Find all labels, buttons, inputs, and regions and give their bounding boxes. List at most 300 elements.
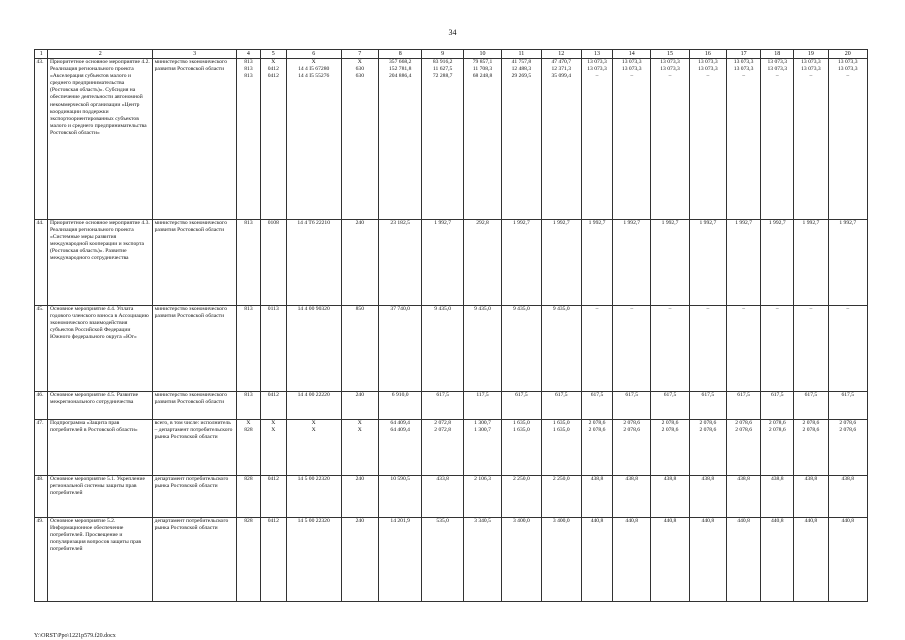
row-number: 43. (35, 59, 48, 220)
value-cell (613, 59, 651, 220)
row-number: 49. (35, 518, 48, 602)
value-cell (581, 306, 612, 392)
cell-value: X (311, 59, 316, 65)
value-cell (502, 59, 541, 220)
cell-value: – (775, 73, 779, 80)
cell-value: 2 078,6 (768, 420, 786, 426)
cell-value: 14 5 00 22320 (297, 518, 330, 524)
cell-value: 0412 (267, 66, 279, 73)
column-header: 15 (651, 50, 689, 59)
value-cell (761, 306, 794, 392)
cell-value: 1 992,7 (802, 220, 820, 226)
cell-value: 3 400,0 (512, 518, 530, 524)
value-cell (541, 420, 581, 476)
cell-value: 14 4 I5 67280 (298, 66, 330, 73)
value-cell (727, 392, 761, 420)
value-cell (237, 518, 261, 602)
value-cell (581, 476, 612, 518)
value-cell (422, 392, 463, 420)
value-cell (260, 420, 286, 476)
cell-value: 617,5 (554, 392, 568, 398)
cell-value: 14 4 00 90320 (297, 306, 330, 312)
value-cell (378, 420, 422, 476)
cell-value: 535,0 (436, 518, 449, 524)
value-cell (727, 518, 761, 602)
value-cell (761, 59, 794, 220)
value-cell (828, 476, 867, 518)
cell-value: 13 073,3 (621, 59, 642, 65)
value-cell (502, 392, 541, 420)
column-header: 20 (828, 50, 867, 59)
value-cell (581, 220, 612, 306)
cell-value: 13 073,3 (767, 66, 788, 73)
cell-value: 2 078,6 (839, 427, 857, 434)
value-cell (378, 306, 422, 392)
cell-value: 12 488,3 (511, 66, 532, 73)
cell-value: 2 078,6 (623, 427, 641, 434)
value-cell (237, 306, 261, 392)
cell-value: 13 073,3 (801, 59, 821, 65)
value-cell (422, 59, 463, 220)
cell-value: 813 (244, 220, 253, 226)
responsible-executor: министерство экономического развития Ростовской области (153, 306, 237, 392)
value-cell (463, 476, 501, 518)
cell-value: 440,8 (590, 518, 604, 524)
cell-value: 2 078,6 (623, 420, 641, 426)
responsible-executor: министерство экономического развития Ростовской области (153, 392, 237, 420)
cell-value: 438,8 (737, 476, 750, 482)
value-cell (651, 420, 689, 476)
value-cell (651, 392, 689, 420)
cell-value: 617,5 (436, 392, 449, 398)
table-row (35, 420, 868, 476)
cell-value: 2 078,6 (802, 427, 820, 434)
value-cell (502, 518, 541, 602)
cell-value: 1 992,7 (735, 220, 752, 226)
cell-value: 438,8 (770, 476, 784, 482)
value-cell (613, 306, 651, 392)
cell-value: 3 400,0 (552, 518, 570, 524)
cell-value: 438,8 (701, 476, 715, 482)
cell-value: X (357, 59, 362, 65)
cell-value: 813 (244, 59, 253, 65)
value-cell (794, 518, 828, 602)
value-cell (651, 306, 689, 392)
cell-value: 1 992,7 (623, 220, 641, 226)
measure-name: Основное мероприятие 4.5. Развитие межрегионального сотрудничества (48, 392, 153, 420)
value-cell (341, 220, 378, 306)
cell-value: 438,8 (590, 476, 604, 482)
table-row (35, 306, 868, 392)
cell-value: 1 992,7 (699, 220, 717, 226)
value-cell (260, 476, 286, 518)
responsible-executor: всего, в том числе: исполнитель – департамент потребительского рынка Ростовской области (153, 420, 237, 476)
cell-value: 72 288,7 (432, 73, 453, 80)
cell-value: 13 073,3 (587, 59, 607, 65)
cell-value: 813 (244, 306, 253, 312)
cell-value: 433,8 (436, 476, 449, 482)
cell-value: 37 740,0 (390, 306, 410, 312)
cell-value: 64 409,4 (390, 420, 410, 426)
value-cell (422, 420, 463, 476)
cell-value: 617,5 (841, 392, 855, 398)
cell-value: 240 (355, 518, 364, 524)
value-cell (794, 59, 828, 220)
cell-value: 1 992,7 (588, 220, 606, 226)
value-cell (286, 518, 341, 602)
responsible-executor: министерство экономического развития Ростовской области (153, 220, 237, 306)
value-cell (613, 518, 651, 602)
cell-value: 1 992,7 (512, 220, 530, 226)
cell-value: 1 992,7 (661, 220, 679, 226)
cell-value: X (311, 420, 316, 426)
file-path-footer: Y:\ORST\Ppo\1221p579.f20.docx (34, 633, 116, 639)
cell-value: 1 992,7 (552, 220, 570, 226)
cell-value: 438,8 (663, 476, 677, 482)
value-cell (237, 59, 261, 220)
cell-value: 6 910,0 (391, 392, 409, 398)
cell-value: 440,8 (737, 518, 750, 524)
cell-value: 440,8 (663, 518, 677, 524)
cell-value: X (357, 427, 362, 434)
value-cell (422, 476, 463, 518)
column-header: 10 (463, 50, 501, 59)
value-cell (237, 476, 261, 518)
cell-value: 813 (244, 73, 253, 80)
value-cell (761, 220, 794, 306)
column-header: 17 (727, 50, 761, 59)
value-cell (727, 59, 761, 220)
value-cell (286, 306, 341, 392)
value-cell (463, 420, 501, 476)
cell-value: 2 078,6 (588, 427, 606, 434)
cell-value: 14 4 00 22220 (297, 392, 330, 398)
value-cell (463, 518, 501, 602)
cell-value: 2 250,0 (552, 476, 570, 482)
cell-value: – (706, 73, 710, 80)
cell-value: 2 078,6 (839, 420, 857, 426)
cell-value: 617,5 (804, 392, 818, 398)
cell-value: 14 4 I5 55276 (298, 73, 330, 80)
cell-value: 617,5 (737, 392, 750, 398)
value-cell (828, 59, 867, 220)
value-cell (761, 420, 794, 476)
column-header: 8 (378, 50, 422, 59)
value-cell (689, 306, 726, 392)
measure-name: Основное мероприятие 4.4. Уплата годового членского взноса в Ассоциацию экономического взаимодействия субъектов Российской Федерации Южного федерального округа «Юг» (48, 306, 153, 392)
cell-value: 1 635,0 (552, 427, 570, 434)
value-cell (341, 59, 378, 220)
value-cell (581, 392, 612, 420)
value-cell (260, 59, 286, 220)
cell-value: – (630, 73, 634, 80)
cell-value: – (668, 306, 672, 312)
value-cell (794, 420, 828, 476)
responsible-executor: департамент потребительского рынка Ростовской области (153, 518, 237, 602)
cell-value: 11 627,5 (432, 66, 453, 73)
value-cell (463, 306, 501, 392)
row-number: 44. (35, 220, 48, 306)
cell-value: – (742, 306, 745, 312)
value-cell (828, 392, 867, 420)
cell-value: 35 099,4 (551, 73, 572, 80)
value-cell (260, 220, 286, 306)
value-cell (463, 392, 501, 420)
value-cell (237, 420, 261, 476)
budget-table (34, 49, 868, 602)
value-cell (581, 420, 612, 476)
value-cell (341, 476, 378, 518)
value-cell (378, 59, 422, 220)
cell-value: X (271, 420, 276, 426)
cell-value: 438,8 (841, 476, 855, 482)
value-cell (828, 306, 867, 392)
value-cell (689, 476, 726, 518)
value-cell (541, 220, 581, 306)
cell-value: 850 (355, 306, 364, 312)
responsible-executor: министерство экономического развития Ростовской области (153, 59, 237, 220)
cell-value: 630 (355, 73, 364, 80)
column-header: 16 (689, 50, 726, 59)
cell-value: 41 757,8 (511, 59, 532, 65)
value-cell (689, 392, 726, 420)
cell-value: 440,8 (701, 518, 715, 524)
cell-value: 11 708,3 (472, 66, 493, 73)
cell-value: 2 072,8 (434, 420, 452, 426)
cell-value: 13 073,3 (698, 66, 718, 73)
cell-value: 83 916,2 (432, 59, 453, 65)
cell-value: 617,5 (701, 392, 715, 398)
cell-value: X (246, 420, 251, 426)
cell-value: 828 (244, 427, 253, 434)
cell-value: 2 078,6 (735, 420, 752, 426)
cell-value: 0412 (267, 476, 279, 482)
value-cell (727, 476, 761, 518)
cell-value: 23 182,5 (390, 220, 410, 226)
value-cell (286, 59, 341, 220)
cell-value: 1 635,0 (512, 427, 530, 434)
cell-value: 14 4 T6 22210 (297, 220, 331, 226)
cell-value: – (595, 73, 599, 80)
cell-value: 9 435,0 (512, 306, 530, 312)
value-cell (794, 306, 828, 392)
cell-value: 440,8 (841, 518, 855, 524)
value-cell (613, 220, 651, 306)
row-number: 46. (35, 392, 48, 420)
cell-value: 292,8 (476, 220, 489, 226)
value-cell (541, 306, 581, 392)
value-cell (613, 476, 651, 518)
value-cell (689, 59, 726, 220)
cell-value: 117,5 (476, 392, 489, 398)
column-header: 3 (153, 50, 237, 59)
cell-value: 440,8 (625, 518, 638, 524)
column-header: 1 (35, 50, 48, 59)
cell-value: 813 (244, 392, 253, 398)
cell-value: 13 073,3 (733, 66, 754, 73)
cell-value: X (357, 420, 362, 426)
cell-value: 617,5 (590, 392, 604, 398)
measure-name: Подпрограмма «Защита прав потребителей в Ростовской области» (48, 420, 153, 476)
cell-value: 2 078,6 (802, 420, 820, 426)
cell-value: 13 073,3 (660, 59, 680, 65)
cell-value: 3 340,5 (474, 518, 491, 524)
cell-value: 2 106,3 (474, 476, 491, 482)
cell-value: 29 269,5 (511, 73, 532, 80)
value-cell (237, 220, 261, 306)
value-cell (613, 420, 651, 476)
cell-value: 630 (355, 66, 364, 73)
table-row (35, 59, 868, 220)
column-header: 12 (541, 50, 581, 59)
value-cell (422, 220, 463, 306)
cell-value: 9 435,0 (434, 306, 452, 312)
cell-value: – (630, 306, 634, 312)
column-header: 14 (613, 50, 651, 59)
cell-value: 438,8 (804, 476, 818, 482)
cell-value: 1 992,7 (434, 220, 452, 226)
cell-value: 2 078,6 (661, 427, 679, 434)
value-cell (794, 476, 828, 518)
cell-value: 440,8 (770, 518, 784, 524)
cell-value: 240 (355, 392, 364, 398)
cell-value: 13 073,3 (733, 59, 754, 65)
cell-value: 10 590,5 (390, 476, 410, 482)
cell-value: 1 300,7 (474, 420, 491, 426)
value-cell (581, 518, 612, 602)
cell-value: 13 073,3 (767, 59, 788, 65)
value-cell (502, 306, 541, 392)
cell-value: 2 078,6 (699, 420, 717, 426)
cell-value: 64 409,4 (390, 427, 410, 434)
cell-value: 2 078,6 (661, 420, 679, 426)
cell-value: 9 435,0 (474, 306, 491, 312)
cell-value: – (809, 306, 813, 312)
cell-value: 828 (244, 518, 253, 524)
column-header: 6 (286, 50, 341, 59)
cell-value: 813 (244, 66, 253, 73)
cell-value: 13 073,3 (837, 59, 858, 65)
cell-value: 14 5 00 22320 (297, 476, 330, 482)
column-header: 4 (237, 50, 261, 59)
value-cell (286, 476, 341, 518)
cell-value: 0412 (267, 392, 279, 398)
cell-value: 240 (355, 476, 364, 482)
value-cell (541, 392, 581, 420)
cell-value: – (706, 306, 710, 312)
column-header: 7 (341, 50, 378, 59)
value-cell (286, 392, 341, 420)
cell-value: 47 470,7 (551, 59, 572, 65)
value-cell (541, 59, 581, 220)
cell-value: – (846, 306, 850, 312)
row-number: 45. (35, 306, 48, 392)
cell-value: 152 781,8 (389, 66, 412, 73)
row-number: 48. (35, 476, 48, 518)
value-cell (378, 476, 422, 518)
value-cell (260, 306, 286, 392)
cell-value: X (311, 427, 316, 434)
cell-value: 240 (355, 220, 364, 226)
value-cell (378, 518, 422, 602)
table-row (35, 476, 868, 518)
value-cell (651, 476, 689, 518)
value-cell (502, 420, 541, 476)
cell-value: 1 300,7 (474, 427, 491, 434)
cell-value: 1 635,0 (552, 420, 570, 426)
value-cell (794, 220, 828, 306)
value-cell (689, 420, 726, 476)
value-cell (341, 518, 378, 602)
column-header: 5 (260, 50, 286, 59)
cell-value: X (271, 59, 276, 65)
table-row (35, 518, 868, 602)
cell-value: 0108 (267, 220, 279, 226)
cell-value: – (595, 306, 599, 312)
header-row (35, 50, 868, 59)
value-cell (689, 220, 726, 306)
cell-value: 617,5 (663, 392, 677, 398)
measure-name: Основное мероприятие 5.2. Информационное обеспечение потребителей. Просвещение и популяризация вопросов защиты прав потребителей (48, 518, 153, 602)
cell-value: 438,8 (625, 476, 638, 482)
cell-value: 1 635,0 (512, 420, 530, 426)
cell-value: 12 371,3 (551, 66, 572, 73)
row-number: 47. (35, 420, 48, 476)
value-cell (260, 518, 286, 602)
cell-value: – (668, 73, 672, 80)
value-cell (378, 392, 422, 420)
value-cell (286, 220, 341, 306)
value-cell (463, 220, 501, 306)
cell-value: 2 250,0 (512, 476, 530, 482)
value-cell (761, 476, 794, 518)
column-header: 18 (761, 50, 794, 59)
value-cell (651, 220, 689, 306)
cell-value: 14 201,9 (390, 518, 410, 524)
cell-value: 828 (244, 476, 253, 482)
column-header: 11 (502, 50, 541, 59)
column-header: 13 (581, 50, 612, 59)
cell-value: 9 435,0 (552, 306, 570, 312)
value-cell (727, 220, 761, 306)
value-cell (237, 392, 261, 420)
cell-value: 2 078,6 (699, 427, 717, 434)
value-cell (286, 420, 341, 476)
value-cell (341, 392, 378, 420)
value-cell (828, 518, 867, 602)
cell-value: 0412 (267, 73, 279, 80)
value-cell (727, 306, 761, 392)
value-cell (727, 420, 761, 476)
table-row (35, 220, 868, 306)
value-cell (260, 392, 286, 420)
cell-value: 617,5 (625, 392, 638, 398)
cell-value: 2 078,6 (768, 427, 786, 434)
cell-value: 0113 (267, 306, 279, 312)
measure-name: Приоритетное основное мероприятие 4.3. Реализация регионального проекта «Системные меры развития международной кооперации и экспорта (Ростовская область)». Развитие международного сотрудничества (48, 220, 153, 306)
cell-value: 13 073,3 (587, 66, 607, 73)
cell-value: 13 073,3 (660, 66, 680, 73)
cell-value: – (742, 73, 745, 80)
value-cell (541, 518, 581, 602)
cell-value: 13 073,3 (837, 66, 858, 73)
cell-value: 0412 (267, 518, 279, 524)
value-cell (341, 420, 378, 476)
responsible-executor: департамент потребительского рынка Ростовской области (153, 476, 237, 518)
cell-value: 357 668,2 (389, 59, 412, 65)
measure-name: Основное мероприятие 5.1. Укрепление региональной системы защиты прав потребителей (48, 476, 153, 518)
value-cell (502, 476, 541, 518)
